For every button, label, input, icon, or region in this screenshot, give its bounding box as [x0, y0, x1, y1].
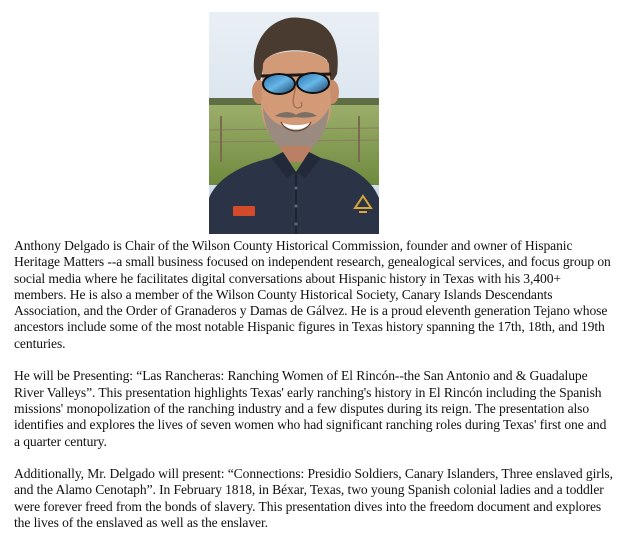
bio-paragraph-presentation-two: Additionally, Mr. Delgado will present: “Connections: Presidio Soldiers, Canary Islanders, Three enslaved girls, and the Alamo Cenotaph”. In February 1818, in Béxar, Texas, two young Spanish colonial ladies and a toddler were forever freed from the bonds of slavery. This presentation dives into the freedom document and explores the lives of the enslaved as well as the enslaver. [14, 466, 613, 531]
bio-paragraph-intro: Anthony Delgado is Chair of the Wilson County Historical Commission, founder and owner of Hispanic Heritage Matters --a small business focused on independent research, genealogical services, and focus group on social media where he facilitates digital conversations about Hispanic history in Texas with his 3,400+ members. He is also a member of the Wilson County Historical Society, Canary Islands Descendants Association, and the Order of Granaderos y Damas de Gálvez. He is a proud eleventh generation Tejano whose ancestors include some of the most notable Hispanic figures in Texas history spanning the 17th, 18th, and 19th centuries. [14, 238, 611, 351]
portrait-photo [209, 12, 379, 234]
bio-paragraph-presentation-one: He will be Presenting: “Las Rancheras: Ranching Women of El Rincón--the San Antonio and & Guadalupe River Valleys”. This presentation highlights Texas' early ranching's history in El Rincón including the Spanish missions' monopolization of the ranching industry and a few disputes during its reign. The presentation also identifies and explores the lives of seven women who had significant ranching roles during Texas' first one and a quarter century. [14, 368, 607, 449]
bio-text [14, 238, 614, 548]
